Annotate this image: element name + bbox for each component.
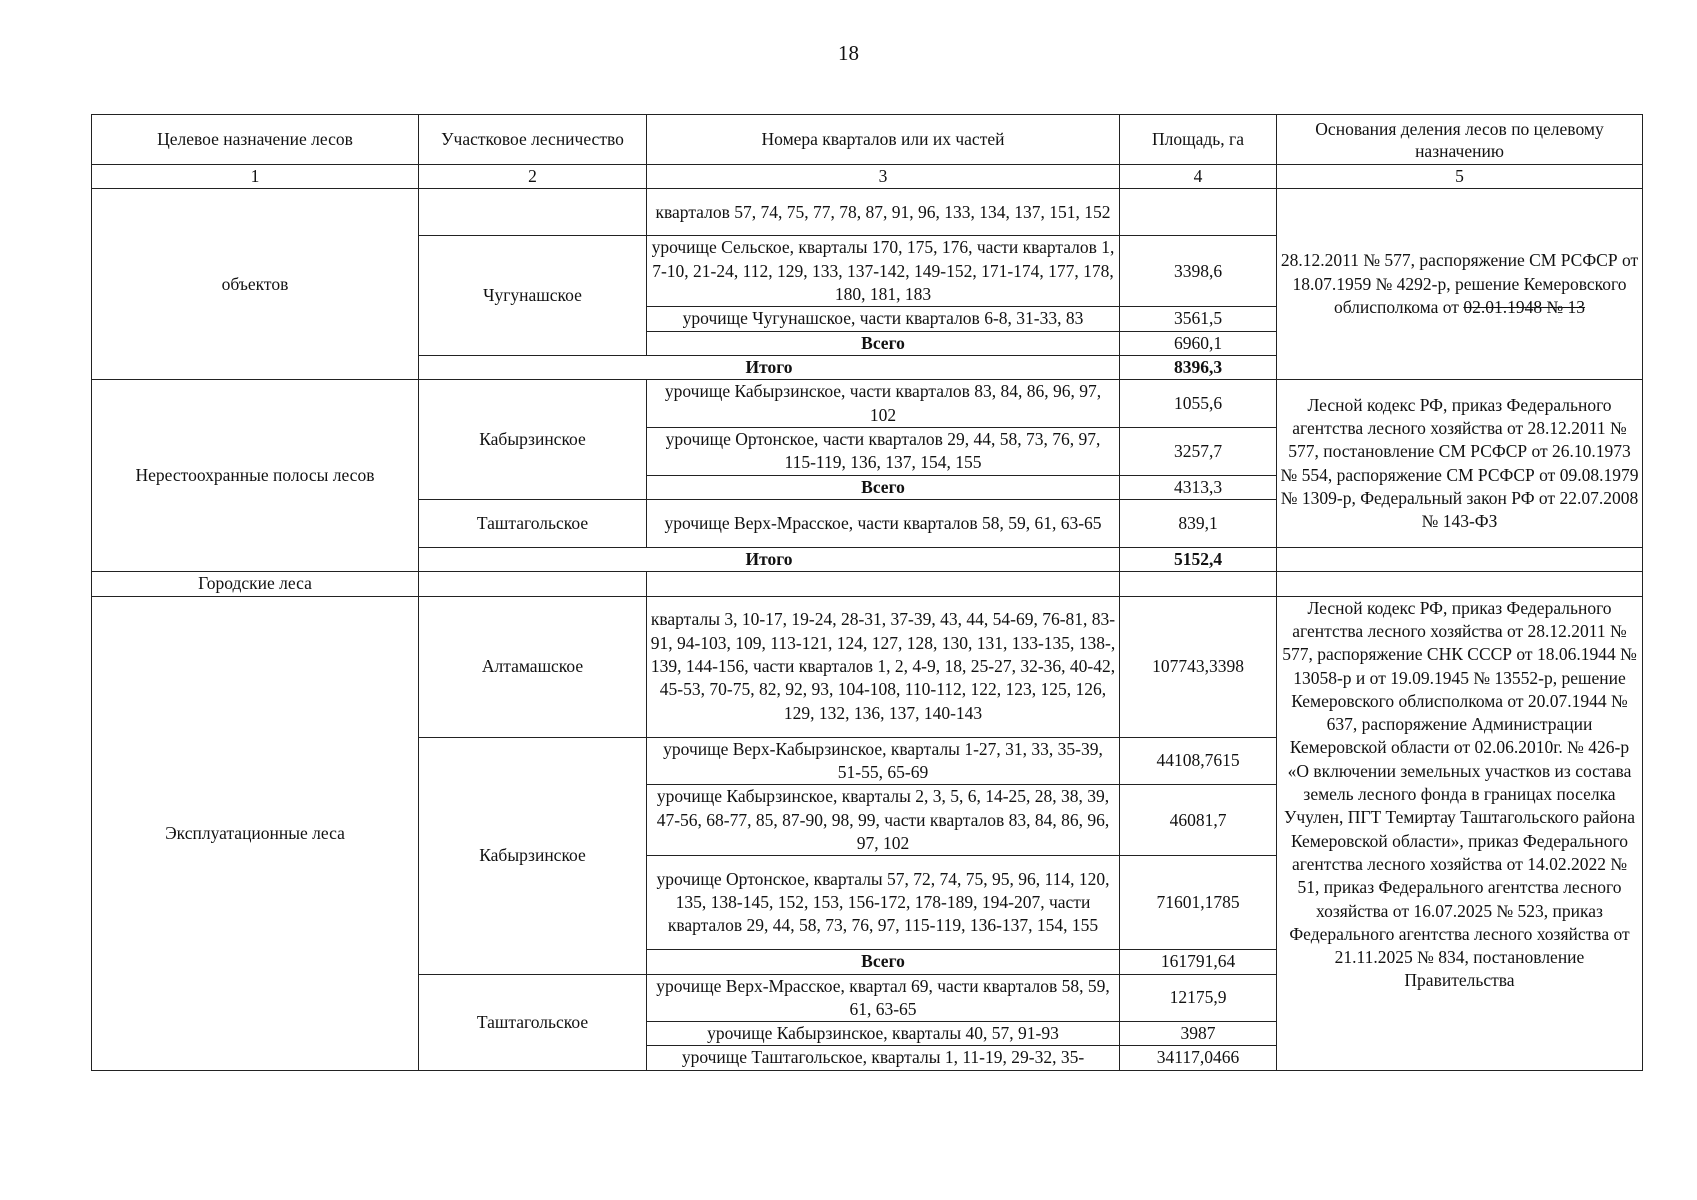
column-number-row: [92, 165, 1643, 189]
quarters-cell: урочище Кабырзинское, кварталы 40, 57, 91-93: [647, 1022, 1120, 1046]
purpose-cell: Нерестоохранные полосы лесов: [92, 380, 419, 572]
area-cell: 1055,6: [1120, 380, 1277, 428]
column-number: 2: [419, 165, 647, 189]
basis-cell: Лесной кодекс РФ, приказ Федерального агентства лесного хозяйства от 28.12.2011 № 577, распоряжение СНК СССР от 18.06.1944 № 13058-р и от 19.09.1945 № 13552-р, решение Кемеровского облисполкома от 20.07.1944 № 637, распоряжение Администрации Кемеровской области от 02.06.2010г. № 426-р «О включении земельных участков из состава земель лесного фонда в границах поселка Учулен, ПГТ Темиртау Таштагольского района Кемеровской области», приказ Федерального агентства лесного хозяйства от 14.02.2022 № 51, приказ Федерального агентства лесного хозяйства от 16.07.2025 № 523, приказ Федерального агентства лесного хозяйства от 21.11.2025 № 834, постановление Правительства: [1277, 596, 1643, 1070]
quarters-cell-empty: [647, 572, 1120, 596]
quarters-cell: урочище Сельское, кварталы 170, 175, 176, части кварталов 1, 7-10, 21-24, 112, 129, 133, 137-142, 149-152, 171-174, 177, 178, 180, 181, 183: [647, 236, 1120, 307]
column-number: 3: [647, 165, 1120, 189]
quarters-cell: урочище Верх-Кабырзинское, кварталы 1-27, 31, 33, 35-39, 51-55, 65-69: [647, 737, 1120, 785]
quarters-cell: кварталов 57, 74, 75, 77, 78, 87, 91, 96, 133, 134, 137, 151, 152: [647, 189, 1120, 236]
quarters-cell: урочище Чугунашское, части кварталов 6-8, 31-33, 83: [647, 307, 1120, 331]
quarters-cell: кварталы 3, 10-17, 19-24, 28-31, 37-39, 43, 44, 54-69, 76-81, 83-91, 94-103, 109, 113-121, 124, 127, 128, 130, 131, 133-135, 138-, 139, 144-156, части кварталов 1, 2, 4-9, 18, 25-27, 32-36, 40-42, 45-53, 70-75, 82, 92, 93, 104-108, 110-112, 122, 123, 125, 126, 129, 132, 136, 137, 140-143: [647, 596, 1120, 737]
district-cell: Кабырзинское: [419, 737, 647, 974]
district-cell: Чугунашское: [419, 236, 647, 356]
area-cell-empty: [1120, 572, 1277, 596]
area-cell-empty: [1120, 189, 1277, 236]
quarters-cell: урочище Кабырзинское, части кварталов 83, 84, 86, 96, 97, 102: [647, 380, 1120, 428]
quarters-cell: урочище Ортонское, кварталы 57, 72, 74, 75, 95, 96, 114, 120, 135, 138-145, 152, 153, 156-172, 178-189, 194-207, части кварталов 29, 44, 58, 73, 76, 97, 115-119, 136-137, 154, 155: [647, 856, 1120, 950]
quarters-cell: урочище Кабырзинское, кварталы 2, 3, 5, 6, 14-25, 28, 38, 39, 47-56, 68-77, 85, 87-90, 98, 99, части кварталов 83, 84, 86, 96, 97, 102: [647, 785, 1120, 856]
basis-cell-empty: [1277, 548, 1643, 572]
subtotal-label: Всего: [647, 950, 1120, 974]
quarters-cell: урочище Верх-Мрасское, квартал 69, части кварталов 58, 59, 61, 63-65: [647, 974, 1120, 1022]
area-cell: 12175,9: [1120, 974, 1277, 1022]
basis-cell: [1277, 189, 1643, 380]
area-cell: 3561,5: [1120, 307, 1277, 331]
subtotal-label: Всего: [647, 475, 1120, 499]
area-cell: 107743,3398: [1120, 596, 1277, 737]
header-quarters: Номера кварталов или их частей: [647, 115, 1120, 165]
header-area: Площадь, га: [1120, 115, 1277, 165]
area-cell: 3257,7: [1120, 428, 1277, 476]
column-number: 5: [1277, 165, 1643, 189]
basis-text: 28.12.2011 № 577, распоряжение СМ РСФСР от 18.07.1959 № 4292-р, решение Кемеровского облисполкома от: [1280, 250, 1639, 317]
table-row: [92, 596, 1643, 737]
total-label: Итого: [419, 548, 1120, 572]
table-row: [92, 380, 1643, 428]
subtotal-label: Всего: [647, 331, 1120, 355]
quarters-cell: урочище Верх-Мрасское, части кварталов 58, 59, 61, 63-65: [647, 500, 1120, 548]
area-cell: 34117,0466: [1120, 1046, 1277, 1070]
area-cell: 839,1: [1120, 500, 1277, 548]
area-cell: 44108,7615: [1120, 737, 1277, 785]
basis-struck-text: 02.01.1948 № 13: [1463, 296, 1586, 317]
header-basis: Основания деления лесов по целевому назначению: [1277, 115, 1643, 165]
area-cell: 3398,6: [1120, 236, 1277, 307]
basis-cell-empty: [1277, 572, 1643, 596]
district-cell-empty: [419, 572, 647, 596]
page-number: 18: [838, 41, 859, 65]
header-purpose: Целевое назначение лесов: [92, 115, 419, 165]
table-row: [92, 189, 1643, 236]
total-area: 5152,4: [1120, 548, 1277, 572]
area-cell: 46081,7: [1120, 785, 1277, 856]
header-district: Участковое лесничество: [419, 115, 647, 165]
district-cell: Кабырзинское: [419, 380, 647, 500]
table-row: [92, 572, 1643, 596]
area-cell: 71601,1785: [1120, 856, 1277, 950]
district-cell: Таштагольское: [419, 974, 647, 1070]
subtotal-area: 161791,64: [1120, 950, 1277, 974]
district-cell: Таштагольское: [419, 500, 647, 548]
subtotal-area: 6960,1: [1120, 331, 1277, 355]
basis-cell: Лесной кодекс РФ, приказ Федерального агентства лесного хозяйства от 28.12.2011 № 577, постановление СМ РСФСР от 26.10.1973 № 554, распоряжение СМ РСФСР от 09.08.1979 № 1309-р, Федеральный закон РФ от 22.07.2008 № 143-ФЗ: [1277, 380, 1643, 548]
table-header-row: [92, 115, 1643, 165]
column-number: 4: [1120, 165, 1277, 189]
forest-purpose-table: [91, 114, 1643, 1071]
district-cell-empty: [419, 189, 647, 236]
area-cell: 3987: [1120, 1022, 1277, 1046]
subtotal-area: 4313,3: [1120, 475, 1277, 499]
quarters-cell: урочище Таштагольское, кварталы 1, 11-19, 29-32, 35-: [647, 1046, 1120, 1070]
quarters-cell: урочище Ортонское, части кварталов 29, 44, 58, 73, 76, 97, 115-119, 136, 137, 154, 155: [647, 428, 1120, 476]
total-area: 8396,3: [1120, 355, 1277, 379]
purpose-cell: Городские леса: [92, 572, 419, 596]
total-label: Итого: [419, 355, 1120, 379]
purpose-cell: Эксплуатационные леса: [92, 596, 419, 1070]
district-cell: Алтамашское: [419, 596, 647, 737]
column-number: 1: [92, 165, 419, 189]
purpose-cell: объектов: [92, 189, 419, 380]
